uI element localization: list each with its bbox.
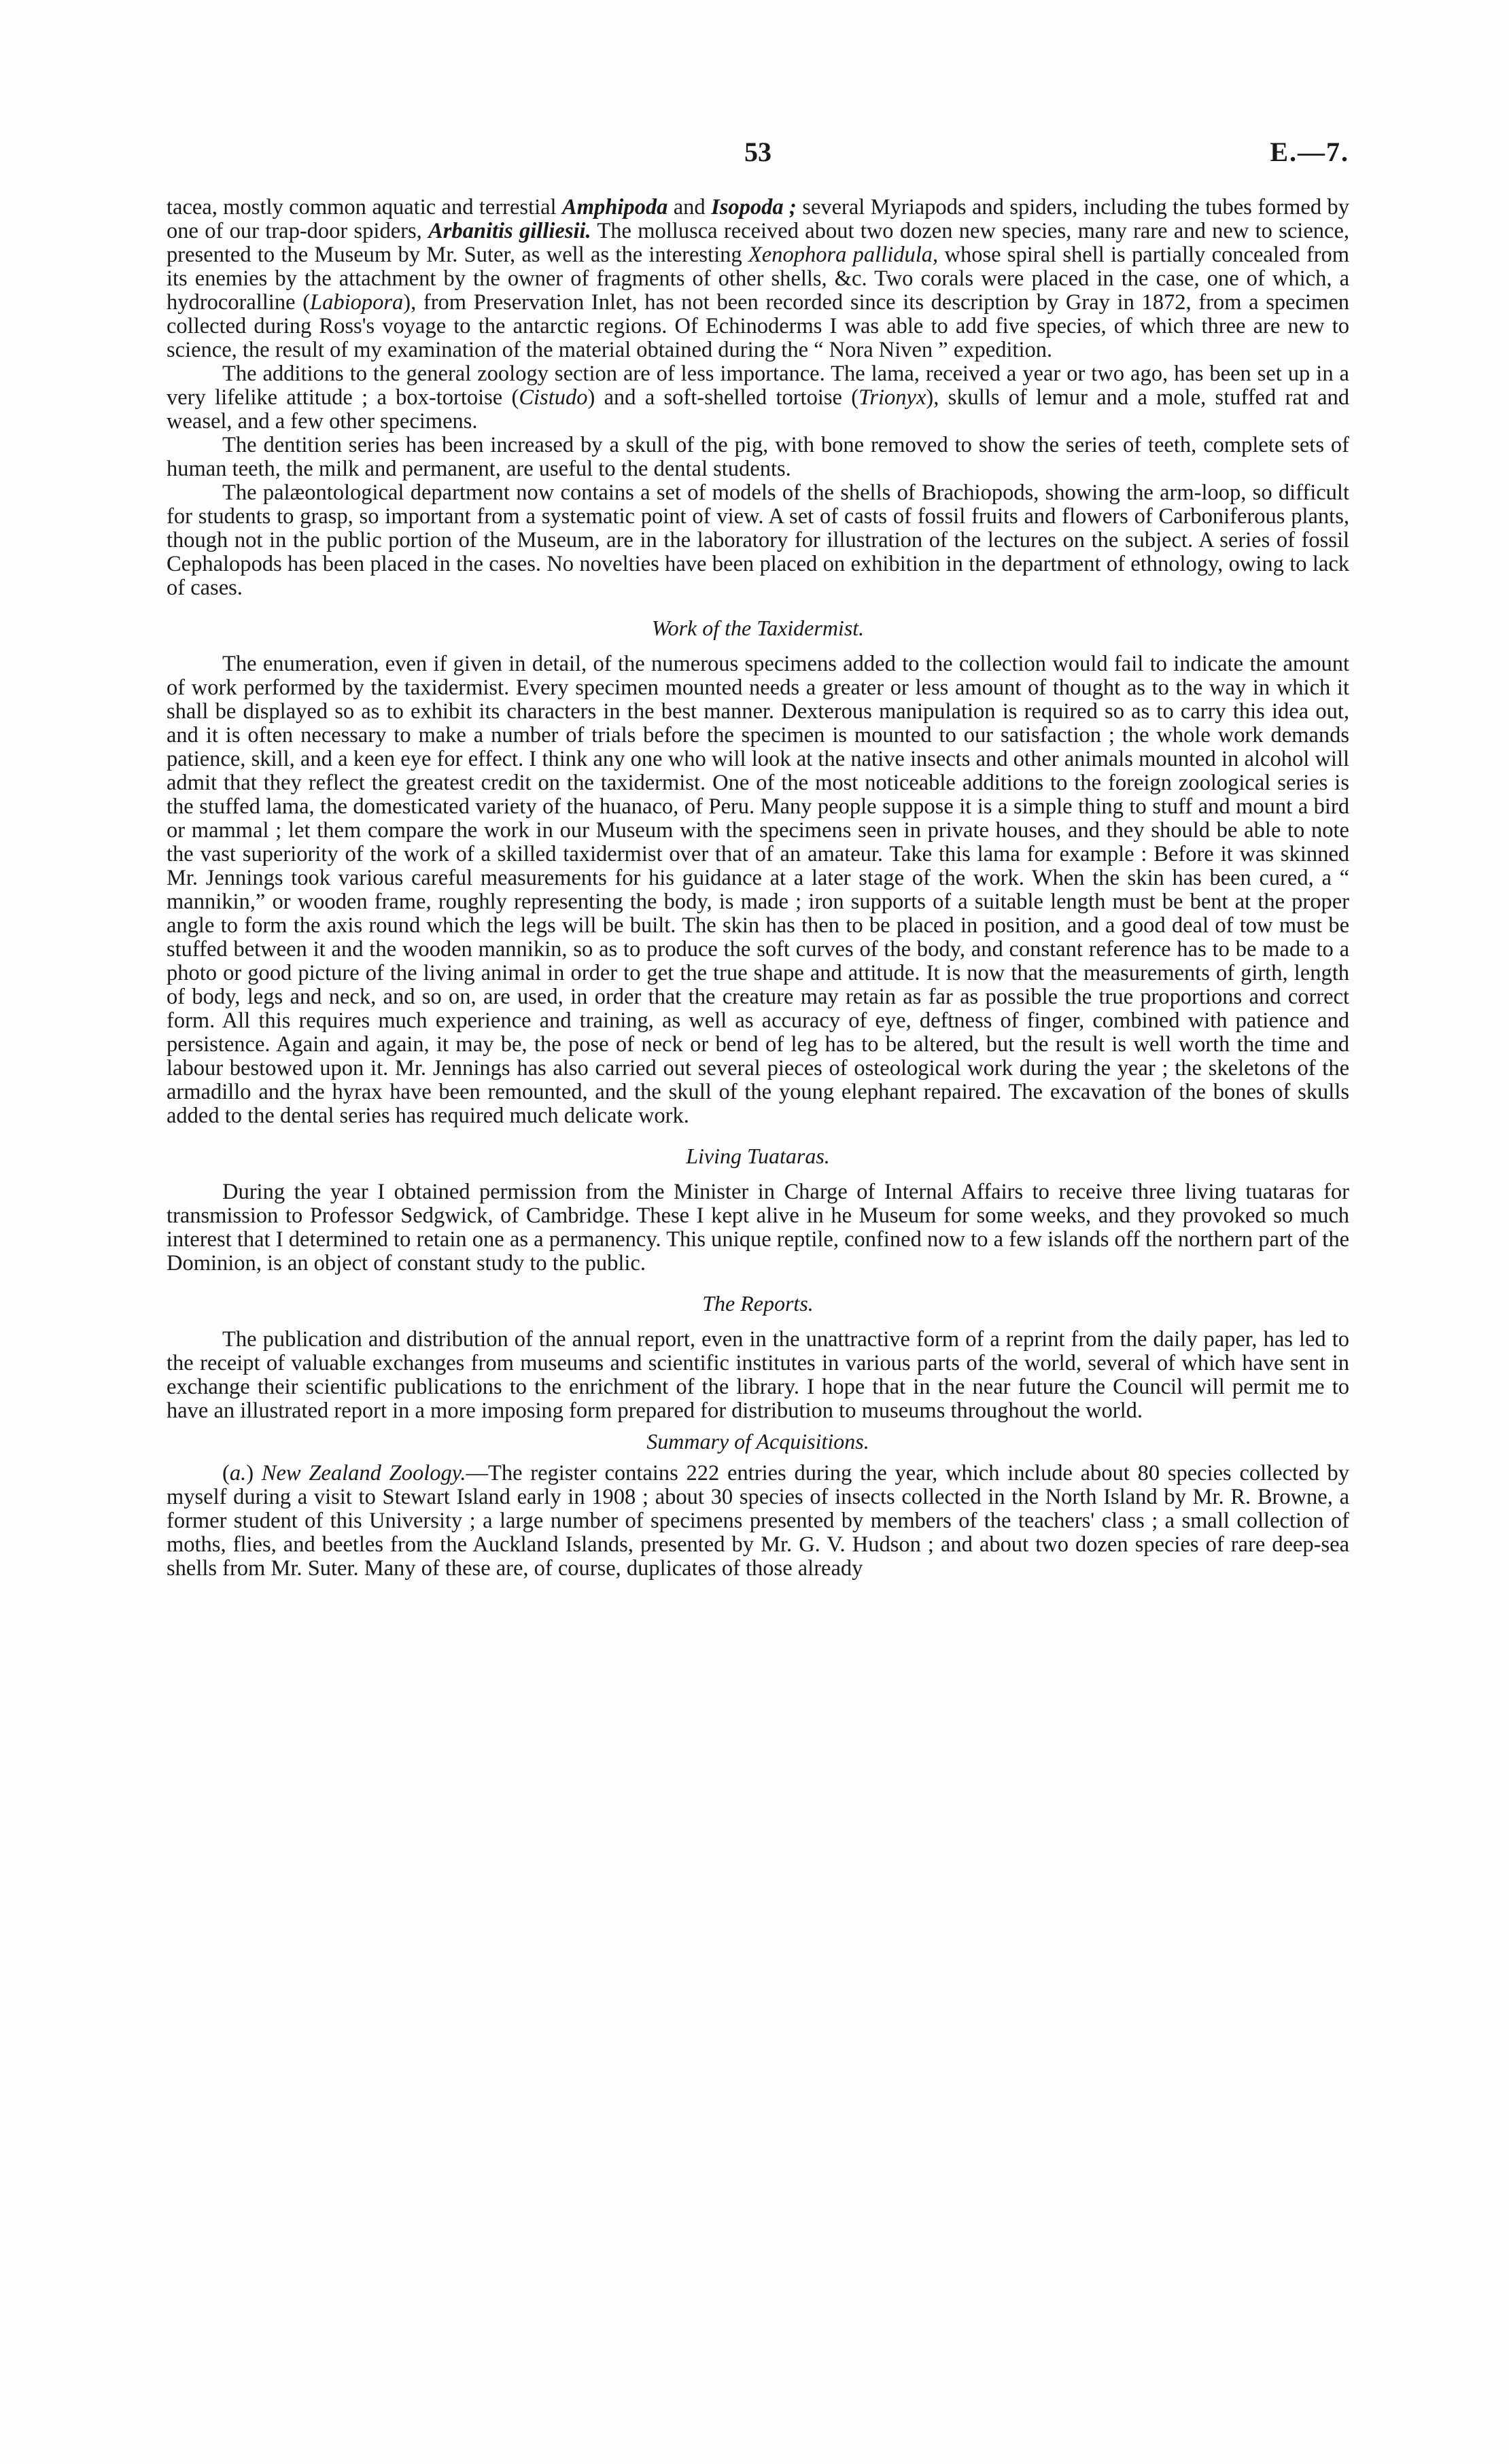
heading-work-of-taxidermist: Work of the Taxidermist. (651, 616, 865, 640)
paragraph-taxidermist: The enumeration, even if given in detail, of the numerous specimens added to the collection would fail to indicate the amount of work performed by the taxidermist. Every specimen mounted needs a greater or less amount of thought as to the way in which it shall be displayed so as to exhibit its characters in the best manner. Dexterous manipulation is required so as to carry this idea out, and it is often necessary to make a number of trials before the specimen is mounted to our satisfaction ; the whole work demands patience, skill, and a keen eye for effect. I think any one who will look at the native insects and other animals mounted in alcohol will admit that they reflect the greatest credit on the taxidermist. One of the most noticeable additions to the foreign zoological series is the stuffed lama, the domesticated variety of the huanaco, of Peru. Many people suppose it is a simple thing to stuff and mount a bird or mammal ; let them compare the work in our Museum with the specimens seen in private houses, and they should be able to note the vast superiority of the work of a skilled taxidermist over that of an amateur. Take this lama for example : Before it was skinned Mr. Jennings took various careful measurements for his guidance at a later stage of the work. When the skin has been cured, a “ mannikin,” or wooden frame, roughly representing the body, is made ; iron supports of a suitable length must be bent at the proper angle to form the axis round which the legs will be built. The skin has then to be placed in position, and a good deal of tow must be stuffed between it and the wooden mannikin, so as to produce the soft curves of the body, and constant reference has to be made to a photo or good picture of the living animal in order to get the true shape and attitude. It is now that the measurements of girth, length of body, legs and neck, and so on, are used, in order that the creature may retain as far as possible the true proportions and correct form. All this requires much experience and training, as well as accuracy of eye, deftness of finger, combined with patience and persistence. Again and again, it may be, the pose of neck or bend of leg has to be altered, but the result is well worth the time and labour bestowed upon it. Mr. Jennings has also carried out several pieces of osteological work during the year ; the skeletons of the armadillo and the hyrax have been remounted, and the skull of the young elephant repaired. The excavation of the bones of skulls added to the dental series has required much delicate work. (167, 652, 1349, 1128)
paragraph-tuataras: During the year I obtained permission from the Minister in Charge of Internal Affairs to receive three living tuataras for transmission to Professor Sedgwick, of Cambridge. These I kept alive in he Museum for some weeks, and they provoked so much interest that I determined to retain one as a permanency. This unique reptile, confined now to a few islands off the northern part of the Dominion, is an object of constant study to the public. (167, 1180, 1349, 1275)
document-reference: E.—7. (1270, 137, 1349, 167)
paragraph-nz-zoology: (a.) New Zealand Zoology.—The register contains 222 entries during the year, which include about 80 species collected by myself during a visit to Stewart Island early in 1908 ; about 30 species of insects collected in the North Island by Mr. R. Browne, a former student of this University ; a large number of specimens presented by members of the teachers' class ; a small collection of moths, flies, and beetles from the Auckland Islands, presented by Mr. G. V. Hudson ; and about two dozen species of rare deep-sea shells from Mr. Suter. Many of these are, of course, duplicates of those already (167, 1461, 1349, 1581)
heading-summary-of-acquisitions: Summary of Acquisitions. (646, 1429, 869, 1454)
paragraph-reports: The publication and distribution of the annual report, even in the unattractive form of a reprint from the daily paper, has led to the receipt of valuable exchanges from museums and scientific institutes in various parts of the world, several of which have sent in exchange their scientific publications to the enrichment of the library. I hope that in the near future the Council will permit me to have an illustrated report in a more imposing form prepared for distribution to museums throughout the world. (167, 1327, 1349, 1423)
body-text (167, 196, 1349, 1581)
paragraph-palaeontology: The palæontological department now contains a set of models of the shells of Brachiopods, showing the arm-loop, so difficult for students to grasp, so important from a systematic point of view. A set of casts of fossil fruits and flowers of Carboniferous plants, though not in the public portion of the Museum, are in the laboratory for illustration of the lectures on the subject. A series of fossil Cephalopods has been placed in the cases. No novelties have been placed on exhibition in the department of ethnology, owing to lack of cases. (167, 480, 1349, 600)
heading-living-tuataras: Living Tuataras. (686, 1144, 830, 1168)
paragraph-dentition: The dentition series has been increased by a skull of the pig, with bone removed to show the series of teeth, complete sets of human teeth, the milk and permanent, are useful to the dental students. (167, 433, 1349, 481)
paragraph-general-zoology: The additions to the general zoology section are of less importance. The lama, received a year or two ago, has been set up in a very lifelike attitude ; a box-tortoise (Cistudo) and a soft-shelled tortoise (Trionyx), skulls of lemur and a mole, stuffed rat and weasel, and a few other specimens. (167, 362, 1350, 434)
page-header (167, 136, 1349, 177)
page-number: 53 (744, 137, 771, 167)
heading-the-reports: The Reports. (702, 1291, 814, 1316)
paragraph-invertebrates: tacea, mostly common aquatic and terrestial Amphipoda and Isopoda ; several Myriapods and spiders, including the tubes formed by one of our trap-door spiders, Arbanitis gilliesii. The mollusca received about two dozen new species, many rare and new to science, presented to the Museum by Mr. Suter, as well as the interesting Xenophora pallidula, whose spiral shell is partially concealed from its enemies by the attachment by the owner of fragments of other shells, &c. Two corals were placed in the case, one of which, a hydrocoralline (Labiopora), from Preservation Inlet, has not been recorded since its description by Gray in 1872, from a specimen collected during Ross's voyage to the antarctic regions. Of Echinoderms I was able to add five species, of which three are new to science, the result of my examination of the material obtained during the “ Nora Niven ” expedition. (167, 195, 1350, 362)
